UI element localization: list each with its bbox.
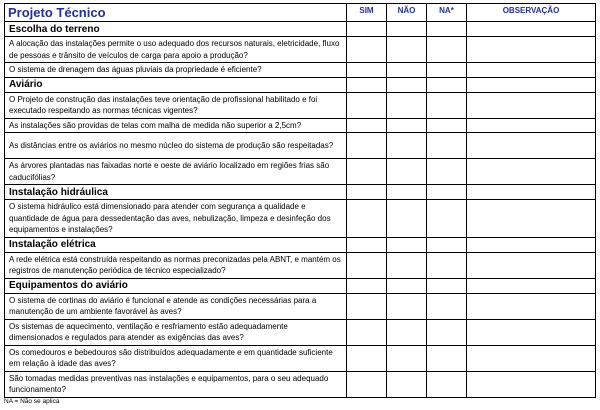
answer-nao-cell[interactable]	[387, 200, 427, 238]
observation-cell[interactable]	[467, 37, 596, 63]
answer-nao-cell[interactable]	[387, 118, 427, 133]
checklist-table	[4, 3, 596, 398]
observation-cell[interactable]	[467, 319, 596, 345]
section-empty-cell-na	[427, 77, 467, 92]
observation-cell[interactable]	[467, 293, 596, 319]
section-empty-cell-sim	[347, 278, 387, 293]
question-text: O sistema de cortinas do aviário é funcional e atende as condições necessárias para a manutenção de um ambiente favorável às aves?	[5, 293, 347, 319]
answer-sim-cell[interactable]	[347, 293, 387, 319]
question-text: A rede elétrica está construída respeitando as normas preconizadas pela ABNT, e mantém os registros de manutenção periódica de técnico especializado?	[5, 252, 347, 278]
answer-nao-cell[interactable]	[387, 345, 427, 371]
section-empty-cell-sim	[347, 237, 387, 252]
section-empty-cell-observacao	[467, 278, 596, 293]
question-row	[5, 133, 596, 159]
section-empty-cell-observacao	[467, 237, 596, 252]
answer-na-cell[interactable]	[427, 345, 467, 371]
question-row	[5, 345, 596, 371]
column-header-sim: SIM	[347, 4, 387, 22]
section-empty-cell-na	[427, 278, 467, 293]
section-title: Aviário	[5, 77, 347, 92]
question-row	[5, 37, 596, 63]
question-text: São tomadas medidas preventivas nas instalações e equipamentos, para o seu adequado funcionamento?	[5, 371, 347, 397]
section-row	[5, 185, 596, 200]
section-empty-cell-na	[427, 185, 467, 200]
question-text: O sistema hidráulico está dimensionado para atender com segurança a qualidade e quantidade de água para dessedentação das aves, nebulização, limpeza e desinfeção dos equipamentos e instalações?	[5, 200, 347, 238]
question-row	[5, 200, 596, 238]
answer-sim-cell[interactable]	[347, 118, 387, 133]
answer-nao-cell[interactable]	[387, 92, 427, 118]
question-row	[5, 92, 596, 118]
answer-sim-cell[interactable]	[347, 319, 387, 345]
section-empty-cell-observacao	[467, 22, 596, 37]
section-empty-cell-na	[427, 237, 467, 252]
question-text: As distâncias entre os aviários no mesmo núcleo do sistema de produção são respeitadas?	[5, 133, 347, 159]
section-empty-cell-sim	[347, 185, 387, 200]
question-row	[5, 252, 596, 278]
answer-sim-cell[interactable]	[347, 92, 387, 118]
answer-nao-cell[interactable]	[387, 159, 427, 185]
observation-cell[interactable]	[467, 133, 596, 159]
observation-cell[interactable]	[467, 159, 596, 185]
answer-nao-cell[interactable]	[387, 63, 427, 78]
answer-na-cell[interactable]	[427, 37, 467, 63]
answer-sim-cell[interactable]	[347, 200, 387, 238]
question-row	[5, 63, 596, 78]
section-empty-cell-na	[427, 22, 467, 37]
section-row	[5, 22, 596, 37]
column-header-nao: NÃO	[387, 4, 427, 22]
question-row	[5, 159, 596, 185]
question-row	[5, 371, 596, 397]
observation-cell[interactable]	[467, 118, 596, 133]
answer-na-cell[interactable]	[427, 293, 467, 319]
answer-nao-cell[interactable]	[387, 133, 427, 159]
column-header-na: NA*	[427, 4, 467, 22]
section-empty-cell-nao	[387, 22, 427, 37]
answer-na-cell[interactable]	[427, 371, 467, 397]
answer-sim-cell[interactable]	[347, 37, 387, 63]
question-text: Os sistemas de aquecimento, ventilação e resfriamento estão adequadamente dimensionados e regulados para atender as exigências das aves?	[5, 319, 347, 345]
answer-na-cell[interactable]	[427, 118, 467, 133]
answer-na-cell[interactable]	[427, 252, 467, 278]
section-empty-cell-nao	[387, 237, 427, 252]
answer-sim-cell[interactable]	[347, 345, 387, 371]
answer-na-cell[interactable]	[427, 133, 467, 159]
page-title: Projeto Técnico	[5, 4, 347, 22]
section-empty-cell-nao	[387, 278, 427, 293]
question-text: As instalações são providas de telas com malha de medida não superior a 2,5cm?	[5, 118, 347, 133]
section-title: Instalação elétrica	[5, 237, 347, 252]
answer-sim-cell[interactable]	[347, 371, 387, 397]
section-title: Instalação hidráulica	[5, 185, 347, 200]
observation-cell[interactable]	[467, 252, 596, 278]
answer-na-cell[interactable]	[427, 92, 467, 118]
question-text: As árvores plantadas nas faixadas norte e oeste de aviário localizado em regiões frias são caducifólias?	[5, 159, 347, 185]
answer-sim-cell[interactable]	[347, 133, 387, 159]
section-empty-cell-sim	[347, 77, 387, 92]
question-row	[5, 118, 596, 133]
observation-cell[interactable]	[467, 92, 596, 118]
section-empty-cell-observacao	[467, 185, 596, 200]
section-empty-cell-sim	[347, 22, 387, 37]
section-empty-cell-observacao	[467, 77, 596, 92]
section-row	[5, 237, 596, 252]
answer-nao-cell[interactable]	[387, 371, 427, 397]
question-text: O Projeto de construção das instalações teve orientação de profissional habilitado e foi executado respeitando as normas técnicas vigentes?	[5, 92, 347, 118]
section-empty-cell-nao	[387, 77, 427, 92]
answer-nao-cell[interactable]	[387, 319, 427, 345]
question-text: A alocação das instalações permite o uso adequado dos recursos naturais, eletricidade, fluxo de pessoas e trânsito de veículos de carga para apoio a produção?	[5, 37, 347, 63]
section-title: Escolha do terreno	[5, 22, 347, 37]
section-empty-cell-nao	[387, 185, 427, 200]
question-row	[5, 319, 596, 345]
question-text: O sistema de drenagem das águas pluviais da propriedade é eficiente?	[5, 63, 347, 78]
observation-cell[interactable]	[467, 200, 596, 238]
answer-sim-cell[interactable]	[347, 252, 387, 278]
answer-nao-cell[interactable]	[387, 293, 427, 319]
observation-cell[interactable]	[467, 345, 596, 371]
answer-na-cell[interactable]	[427, 63, 467, 78]
footnote: NA = Não se aplica	[4, 398, 60, 405]
header-row	[5, 4, 596, 22]
section-row	[5, 77, 596, 92]
answer-sim-cell[interactable]	[347, 159, 387, 185]
answer-nao-cell[interactable]	[387, 37, 427, 63]
answer-nao-cell[interactable]	[387, 252, 427, 278]
observation-cell[interactable]	[467, 63, 596, 78]
observation-cell[interactable]	[467, 371, 596, 397]
section-row	[5, 278, 596, 293]
answer-na-cell[interactable]	[427, 159, 467, 185]
answer-na-cell[interactable]	[427, 200, 467, 238]
question-text: Os comedouros e bebedouros são distribuídos adequadamente e em quantidade suficiente em relação à idade das aves?	[5, 345, 347, 371]
question-row	[5, 293, 596, 319]
answer-na-cell[interactable]	[427, 319, 467, 345]
answer-sim-cell[interactable]	[347, 63, 387, 78]
section-title: Equipamentos do aviário	[5, 278, 347, 293]
column-header-observacao: OBSERVAÇÃO	[467, 4, 596, 22]
